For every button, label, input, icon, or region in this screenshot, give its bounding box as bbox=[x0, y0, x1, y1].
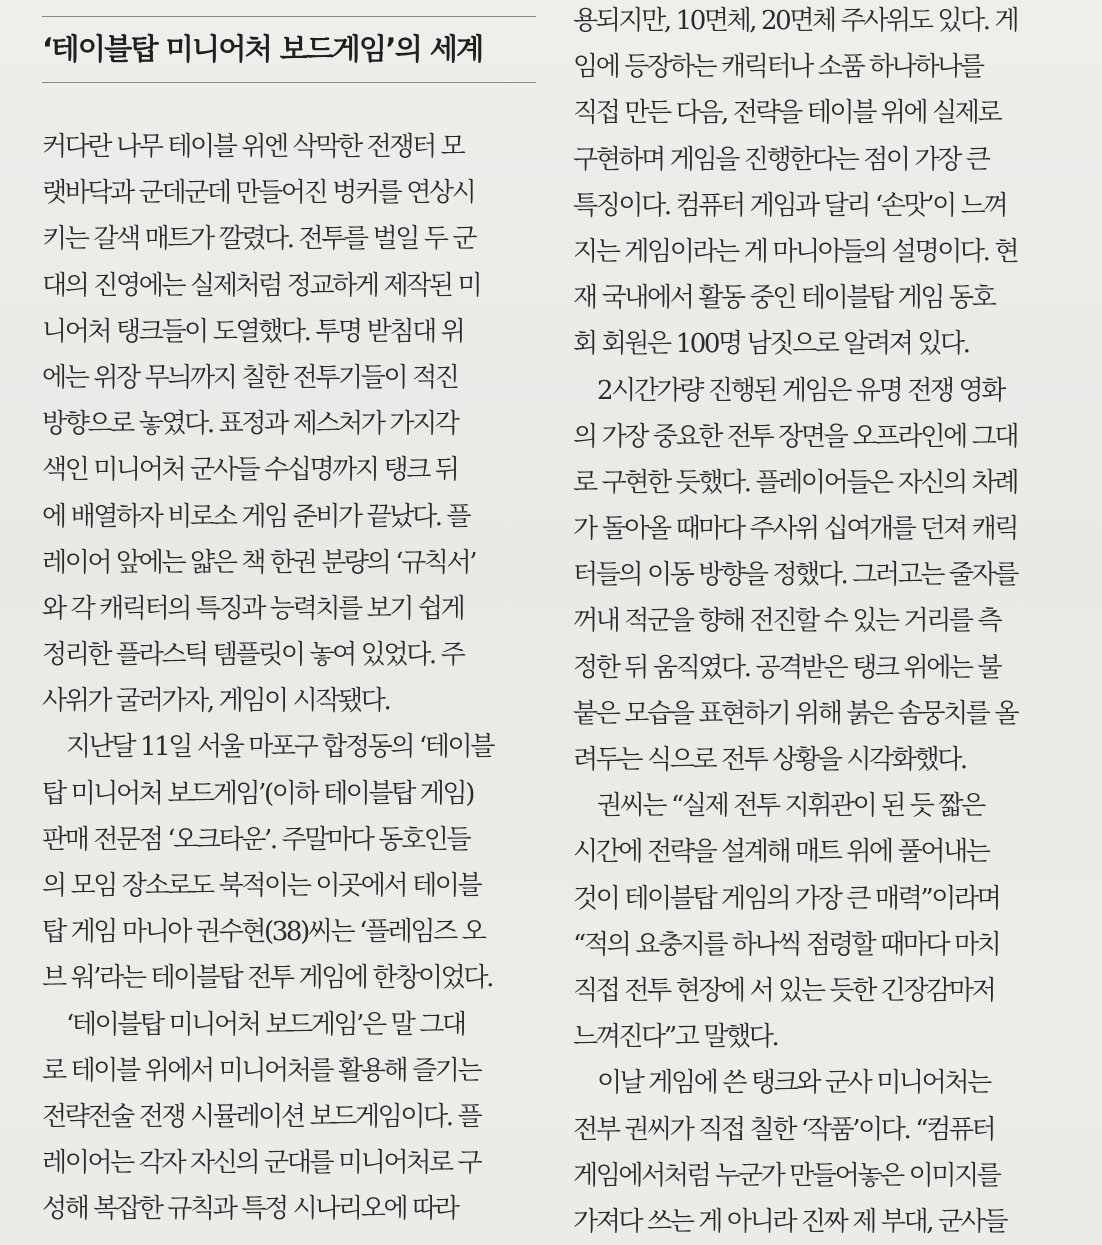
text-line: 키는 갈색 매트가 깔렸다. 전투를 벌일 두 군 bbox=[42, 224, 476, 255]
text-line: 랫바닥과 군데군데 만들어진 벙커를 연상시 bbox=[42, 178, 475, 209]
text-line: 레이어 앞에는 얇은 책 한권 분량의 ‘규칙서’ bbox=[42, 547, 476, 578]
text-line: 탑 미니어처 보드게임’(이하 테이블탑 게임) bbox=[42, 778, 473, 809]
text-line: 용되지만, 10면체, 20면체 주사위도 있다. 게 bbox=[573, 6, 1018, 36]
text-line: ‘테이블탑 미니어처 보드게임’은 말 그대 bbox=[66, 1009, 465, 1040]
text-line: 직접 전투 현장에 서 있는 듯한 긴장감마저 bbox=[573, 975, 995, 1006]
text-line: 로 테이블 위에서 미니어처를 활용해 즐기는 bbox=[42, 1055, 481, 1086]
text-line: 성해 복잡한 규칙과 특정 시나리오에 따라 bbox=[42, 1194, 458, 1225]
text-line: 회 회원은 100명 남짓으로 알려져 있다. bbox=[573, 329, 969, 360]
text-line: 려두는 식으로 전투 상황을 시각화했다. bbox=[573, 745, 966, 775]
text-line: 판매 전문점 ‘오크타운’. 주말마다 동호인들 bbox=[42, 824, 470, 855]
text-line: 전략전술 전쟁 시뮬레이션 보드게임이다. 플 bbox=[42, 1101, 481, 1132]
text-line: 의 가장 중요한 전투 장면을 오프라인에 그대 bbox=[573, 421, 1018, 452]
left-column bbox=[42, 0, 540, 1225]
text-line: 사위가 굴러가자, 게임이 시작됐다. bbox=[42, 686, 390, 717]
text-line: 방향으로 놓였다. 표정과 제스처가 가지각 bbox=[42, 409, 458, 440]
text-line: 가져다 쓰는 게 아니라 진짜 제 부대, 군사들 bbox=[573, 1206, 1007, 1237]
text-line: 직접 만든 다음, 전략을 테이블 위에 실제로 bbox=[573, 98, 1001, 129]
text-line: 게임에서처럼 누군가 만들어놓은 이미지를 bbox=[573, 1160, 1000, 1191]
text-line: 정한 뒤 움직였다. 공격받은 탱크 위에는 불 bbox=[573, 652, 1001, 683]
text-line: 지난달 11일 서울 마포구 합정동의 ‘테이블 bbox=[66, 732, 493, 763]
headline: ‘테이블탑 미니어처 보드게임’의 세계 bbox=[42, 32, 483, 66]
text-line: 것이 테이블탑 게임의 가장 큰 매력”이라며 bbox=[573, 883, 1000, 914]
text-line: 꺼내 적군을 향해 전진할 수 있는 거리를 측 bbox=[573, 606, 1001, 637]
text-line: 의 모임 장소로도 북적이는 이곳에서 테이블 bbox=[42, 871, 481, 901]
text-line: 붙은 모습을 표현하기 위해 붉은 솜뭉치를 올 bbox=[573, 698, 1018, 729]
text-line: 니어처 탱크들이 도열했다. 투명 받침대 위 bbox=[42, 316, 464, 347]
text-line: 터들의 이동 방향을 정했다. 그러고는 줄자를 bbox=[573, 560, 1018, 591]
text-line: 브 워’라는 테이블탑 전투 게임에 한창이었다. bbox=[42, 963, 492, 994]
text-line: 가 돌아올 때마다 주사위 십여개를 던져 캐릭 bbox=[573, 514, 1018, 545]
text-line: 이날 게임에 쓴 탱크와 군사 미니어처는 bbox=[597, 1068, 990, 1099]
headline-bottom-rule bbox=[42, 82, 536, 83]
text-line: 시간에 전략을 설계해 매트 위에 풀어내는 bbox=[573, 837, 989, 868]
text-line: 구현하며 게임을 진행한다는 점이 가장 큰 bbox=[573, 144, 989, 175]
text-line: 지는 게임이라는 게 마니아들의 설명이다. 현 bbox=[573, 236, 1018, 267]
text-line: 대의 진영에는 실제처럼 정교하게 제작된 미 bbox=[42, 270, 481, 301]
left-column-text bbox=[42, 124, 540, 1233]
text-line: “적의 요충지를 하나씩 점령할 때마다 마치 bbox=[573, 929, 1000, 960]
text-line: 에는 위장 무늬까지 칠한 전투기들이 적진 bbox=[42, 362, 458, 393]
text-line: 탑 게임 마니아 권수현(38)씨는 ‘플레임즈 오 bbox=[42, 917, 485, 948]
text-line: 전부 권씨가 직접 칠한 ‘작품’이다. “컴퓨터 bbox=[573, 1114, 995, 1145]
text-line: 재 국내에서 활동 중인 테이블탑 게임 동호 bbox=[573, 283, 995, 314]
text-line: 로 구현한 듯했다. 플레이어들은 자신의 차례 bbox=[573, 467, 1018, 498]
text-line: 임에 등장하는 캐릭터나 소품 하나하나를 bbox=[573, 52, 983, 83]
text-line: 정리한 플라스틱 템플릿이 놓여 있었다. 주 bbox=[42, 640, 464, 671]
headline-top-rule bbox=[42, 16, 536, 17]
right-column-text bbox=[573, 0, 1073, 1245]
text-line: 권씨는 “실제 전투 지휘관이 된 듯 짧은 bbox=[597, 791, 984, 822]
text-line: 레이어는 각자 자신의 군대를 미니어처로 구 bbox=[42, 1148, 481, 1179]
text-line: 와 각 캐릭터의 특징과 능력치를 보기 쉽게 bbox=[42, 593, 464, 624]
text-line: 특징이다. 컴퓨터 게임과 달리 ‘손맛’이 느껴 bbox=[573, 190, 1007, 221]
text-line: 느껴진다”고 말했다. bbox=[573, 1022, 778, 1053]
text-line: 커다란 나무 테이블 위엔 삭막한 전쟁터 모 bbox=[42, 132, 464, 162]
text-line: 에 배열하자 비로소 게임 준비가 끝났다. 플 bbox=[42, 501, 470, 532]
text-line: 2시간가량 진행된 게임은 유명 전쟁 영화 bbox=[597, 375, 1004, 406]
right-column bbox=[573, 0, 1073, 1237]
text-line: 색인 미니어처 군사들 수십명까지 탱크 뒤 bbox=[42, 455, 458, 486]
